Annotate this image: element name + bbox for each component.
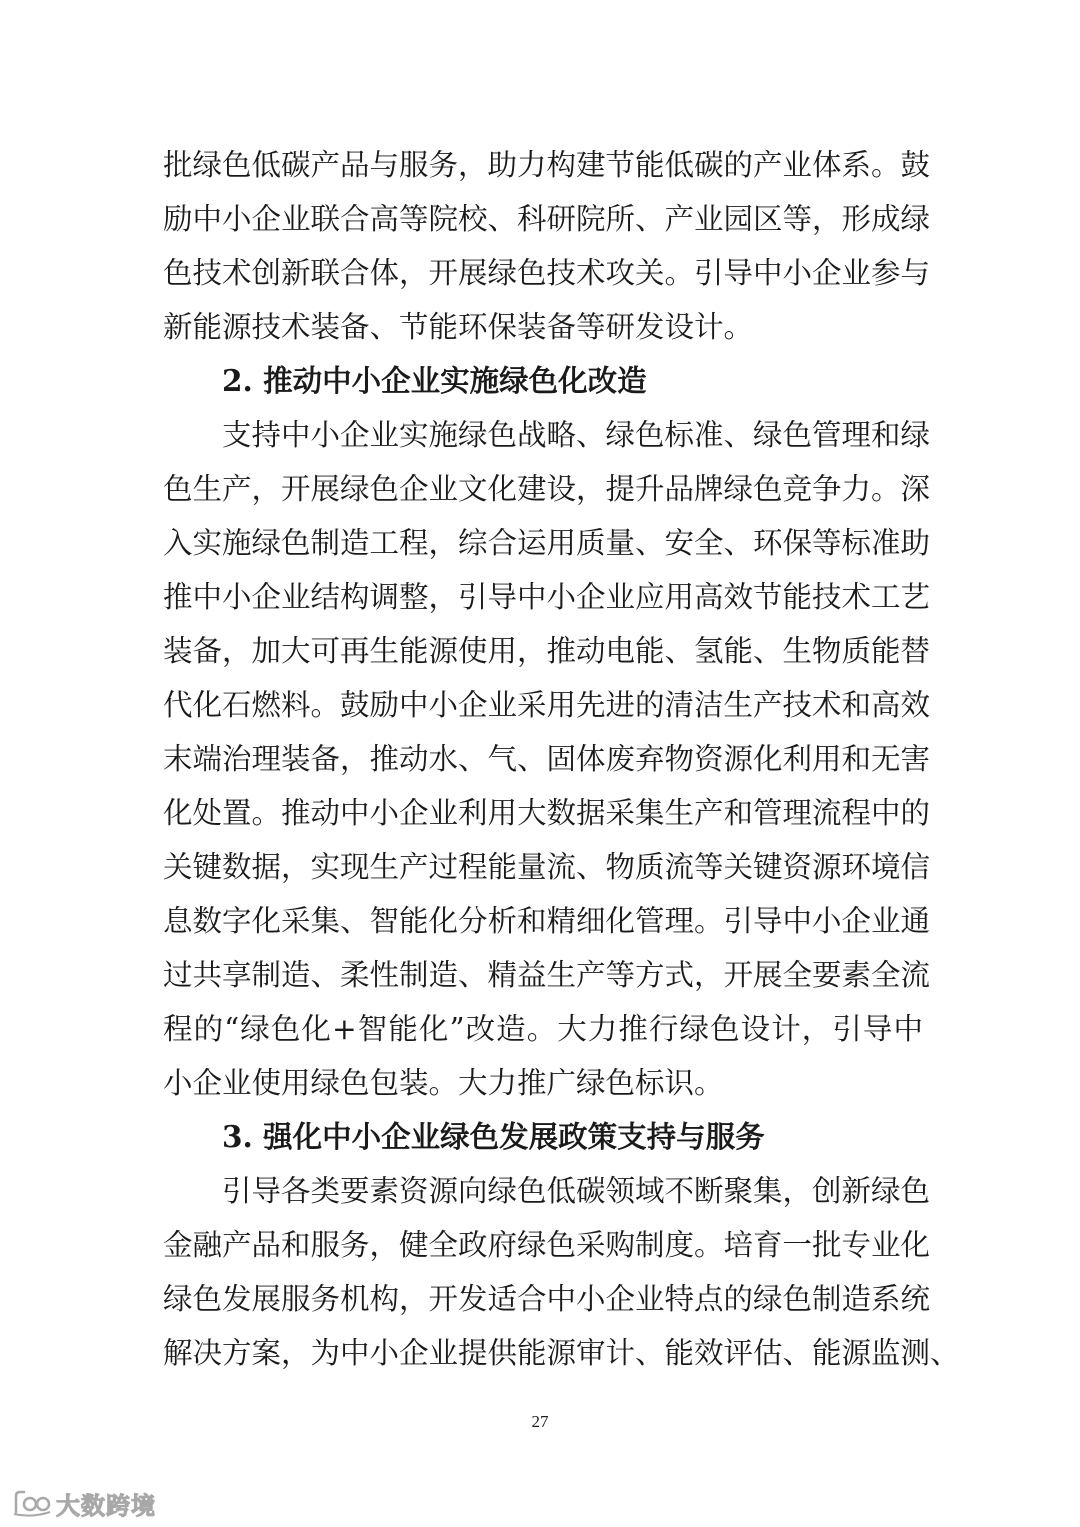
paragraph-line: 代化石燃料。鼓励中小企业采用先进的清洁生产技术和高效 <box>163 688 931 722</box>
paragraph-line: 化处置。推动中小企业利用大数据采集生产和管理流程中的 <box>163 796 931 830</box>
paragraph-line: 关键数据，实现生产过程能量流、物质流等关键资源环境信 <box>163 850 931 884</box>
watermark-text: 大数跨境 <box>56 1491 156 1520</box>
paragraph-line: 息数字化采集、智能化分析和精细化管理。引导中小企业通 <box>163 904 931 938</box>
watermark <box>12 1486 156 1520</box>
section-heading: 2. 推动中小企业实施绿色化改造 <box>222 363 647 398</box>
section-heading: 3. 强化中小企业绿色发展政策支持与服务 <box>222 1119 765 1154</box>
paragraph-line: 装备，加大可再生能源使用，推动电能、氢能、生物质能替 <box>163 634 931 668</box>
paragraph-line: 色技术创新联合体，开展绿色技术攻关。引导中小企业参与 <box>163 256 931 290</box>
paragraph-line: 金融产品和服务，健全政府绿色采购制度。培育一批专业化 <box>163 1228 931 1262</box>
paragraph-line: 绿色发展服务机构，开发适合中小企业特点的绿色制造系统 <box>163 1282 931 1316</box>
paragraph-line: 引导各类要素资源向绿色低碳领域不断聚集，创新绿色 <box>222 1174 931 1208</box>
paragraph-line: 色生产，开展绿色企业文化建设，提升品牌绿色竞争力。深 <box>163 472 931 506</box>
paragraph-line: 末端治理装备，推动水、气、固体废弃物资源化利用和无害 <box>163 742 931 776</box>
paragraph-line: 程的“绿色化+智能化”改造。大力推行绿色设计，引导中 <box>163 1012 923 1046</box>
paragraph-line: 推中小企业结构调整，引导中小企业应用高效节能技术工艺 <box>163 580 931 614</box>
paragraph-line: 解决方案，为中小企业提供能源审计、能效评估、能源监测、 <box>163 1336 960 1370</box>
logo-icon <box>12 1488 52 1518</box>
paragraph-line: 支持中小企业实施绿色战略、绿色标准、绿色管理和绿 <box>222 418 931 452</box>
paragraph-line: 批绿色低碳产品与服务，助力构建节能低碳的产业体系。鼓 <box>163 148 931 182</box>
paragraph-line: 小企业使用绿色包装。大力推广绿色标识。 <box>163 1066 724 1100</box>
paragraph-line: 过共享制造、柔性制造、精益生产等方式，开展全要素全流 <box>163 958 931 992</box>
paragraph-line: 励中小企业联合高等院校、科研院所、产业园区等，形成绿 <box>163 202 931 236</box>
page-number: 27 <box>531 1412 549 1431</box>
paragraph-line: 新能源技术装备、节能环保装备等研发设计。 <box>163 310 754 344</box>
paragraph-line: 入实施绿色制造工程，综合运用质量、安全、环保等标准助 <box>163 526 931 560</box>
